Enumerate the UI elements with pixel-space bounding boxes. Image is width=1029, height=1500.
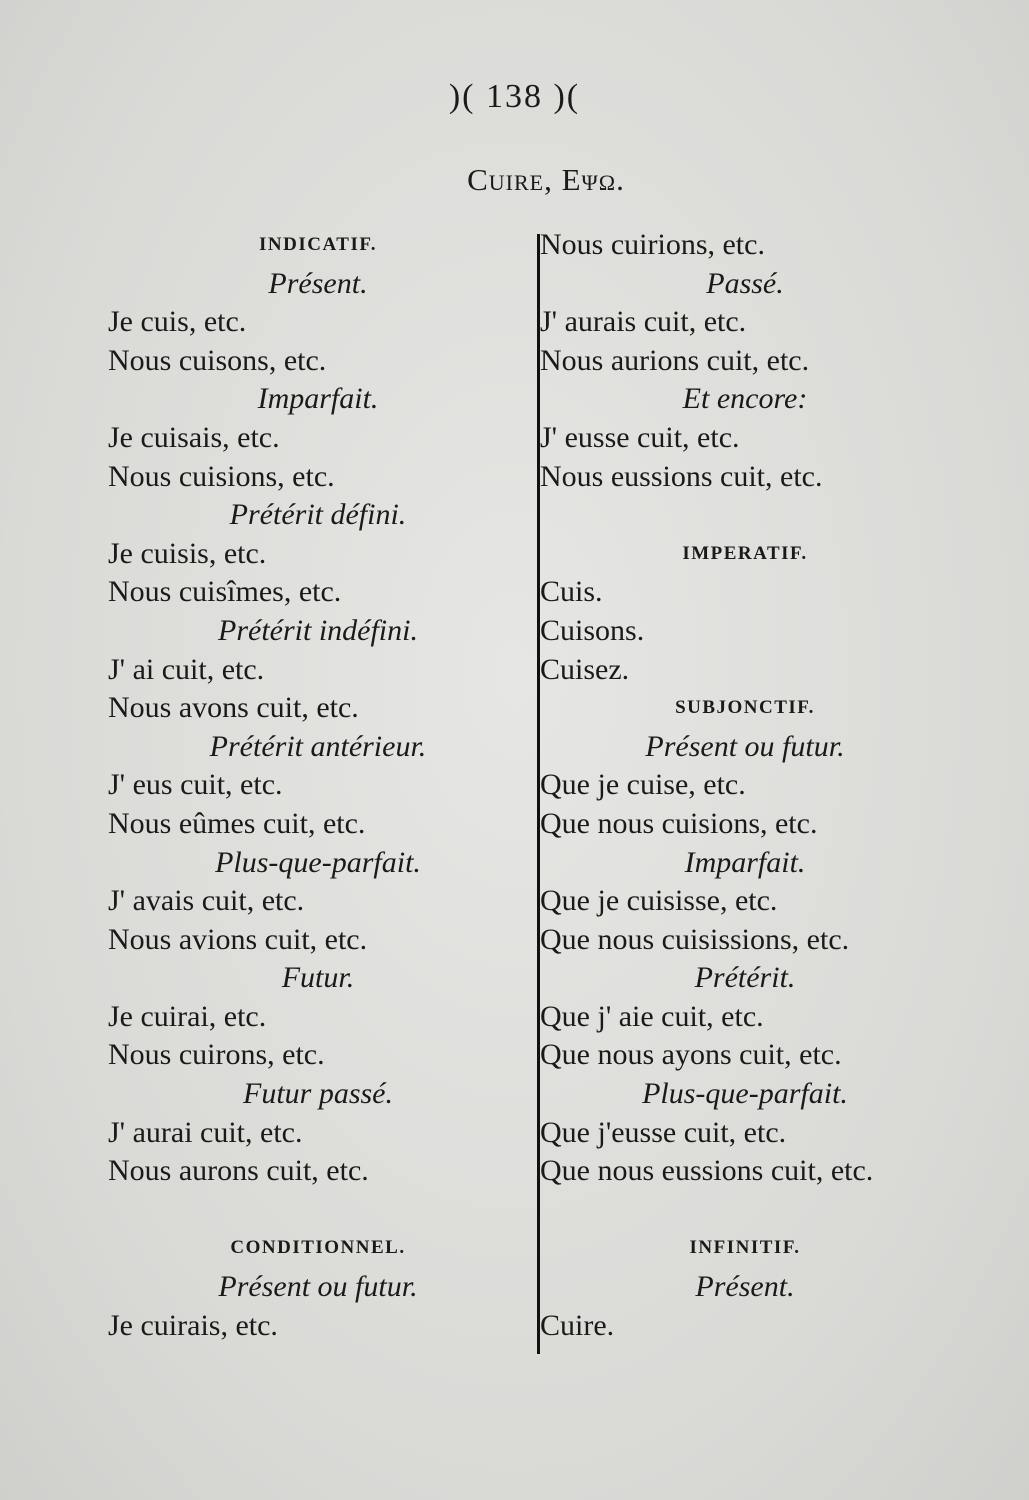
section-heading: SUBJONCTIF. xyxy=(675,697,815,719)
tense-heading: Présent. xyxy=(695,1270,795,1304)
conjugation-line: Cuisez. xyxy=(540,652,630,686)
tense-heading: Présent ou futur. xyxy=(645,729,845,763)
conjugation-line: Que j' aie cuit, etc. xyxy=(540,999,764,1033)
spacer xyxy=(540,496,980,535)
conjugation-line: Je cuis, etc. xyxy=(108,305,247,339)
conjugation-line: J' aurais cuit, etc. xyxy=(540,305,747,339)
conjugation-line: Nous avons cuit, etc. xyxy=(108,691,359,725)
conjugation-line: Nous aurons cuit, etc. xyxy=(108,1154,369,1188)
tense-heading: Passé. xyxy=(706,266,784,300)
tense-heading: Plus-que-parfait. xyxy=(642,1077,848,1111)
conjugation-line: Nous cuisions, etc. xyxy=(108,459,335,493)
page-title: Cuire, Εψω. xyxy=(467,162,625,197)
conjugation-line: Nous cuirons, etc. xyxy=(108,1038,325,1072)
conjugation-line: Je cuirai, etc. xyxy=(108,999,267,1033)
conjugation-line: J' avais cuit, etc. xyxy=(108,884,305,918)
tense-heading: Prétérit défini. xyxy=(229,498,407,532)
tense-heading: Prétérit antérieur. xyxy=(209,729,427,763)
conjugation-line: Que nous cuisissions, etc. xyxy=(540,922,850,956)
conjugation-line: Nous cuirions, etc. xyxy=(540,228,765,261)
conjugation-line: Je cuisais, etc. xyxy=(108,420,280,454)
conjugation-line: Nous cuisons, etc. xyxy=(108,343,327,377)
conjugation-line: Que nous ayons cuit, etc. xyxy=(540,1038,842,1072)
left-column xyxy=(108,226,548,1345)
spacer xyxy=(108,1191,548,1230)
conjugation-line: Nous eussions cuit, etc. xyxy=(540,459,823,493)
conjugation-line: Nous avions cuit, etc. xyxy=(108,922,368,956)
conjugation-line: Que je cuise, etc. xyxy=(540,768,746,802)
section-heading: IMPERATIF. xyxy=(682,542,808,564)
conjugation-line: Nous cuisîmes, etc. xyxy=(108,575,342,609)
tense-heading: Et encore: xyxy=(682,382,808,416)
section-heading: INDICATIF. xyxy=(259,234,377,255)
page-number: )( 138 )( xyxy=(448,78,581,115)
conjugation-line: Je cuirais, etc. xyxy=(108,1308,278,1342)
conjugation-line: Je cuisis, etc. xyxy=(108,536,267,570)
conjugation-line: Cuisons. xyxy=(540,613,645,647)
conjugation-line: Cuire. xyxy=(540,1308,615,1342)
spacer xyxy=(540,1191,980,1230)
conjugation-line: Nous eûmes cuit, etc. xyxy=(108,806,366,840)
section-heading: INFINITIF. xyxy=(689,1237,801,1259)
conjugation-line: J' aurai cuit, etc. xyxy=(108,1115,303,1149)
tense-heading: Prétérit. xyxy=(694,961,796,995)
tense-heading: Présent. xyxy=(268,266,368,300)
section-heading: CONDITIONNEL. xyxy=(230,1237,406,1259)
tense-heading: Futur passé. xyxy=(243,1077,393,1111)
conjugation-line: J' ai cuit, etc. xyxy=(108,652,265,686)
tense-heading: Prétérit indéfini. xyxy=(218,613,418,647)
conjugation-line: Nous aurions cuit, etc. xyxy=(540,343,810,377)
tense-heading: Plus-que-parfait. xyxy=(215,845,421,879)
tense-heading: Imparfait. xyxy=(257,382,379,416)
conjugation-line: Que nous cuisions, etc. xyxy=(540,806,818,840)
conjugation-line: J' eusse cuit, etc. xyxy=(540,420,740,454)
conjugation-line: Que je cuisisse, etc. xyxy=(540,884,778,918)
tense-heading: Présent ou futur. xyxy=(218,1270,418,1304)
conjugation-line: Que j'eusse cuit, etc. xyxy=(540,1115,787,1149)
tense-heading: Imparfait. xyxy=(684,845,806,879)
conjugation-line: Cuis. xyxy=(540,575,603,609)
tense-heading: Futur. xyxy=(281,961,355,995)
right-column xyxy=(540,226,980,1345)
conjugation-line: J' eus cuit, etc. xyxy=(108,768,283,802)
conjugation-line: Que nous eussions cuit, etc. xyxy=(540,1154,874,1188)
